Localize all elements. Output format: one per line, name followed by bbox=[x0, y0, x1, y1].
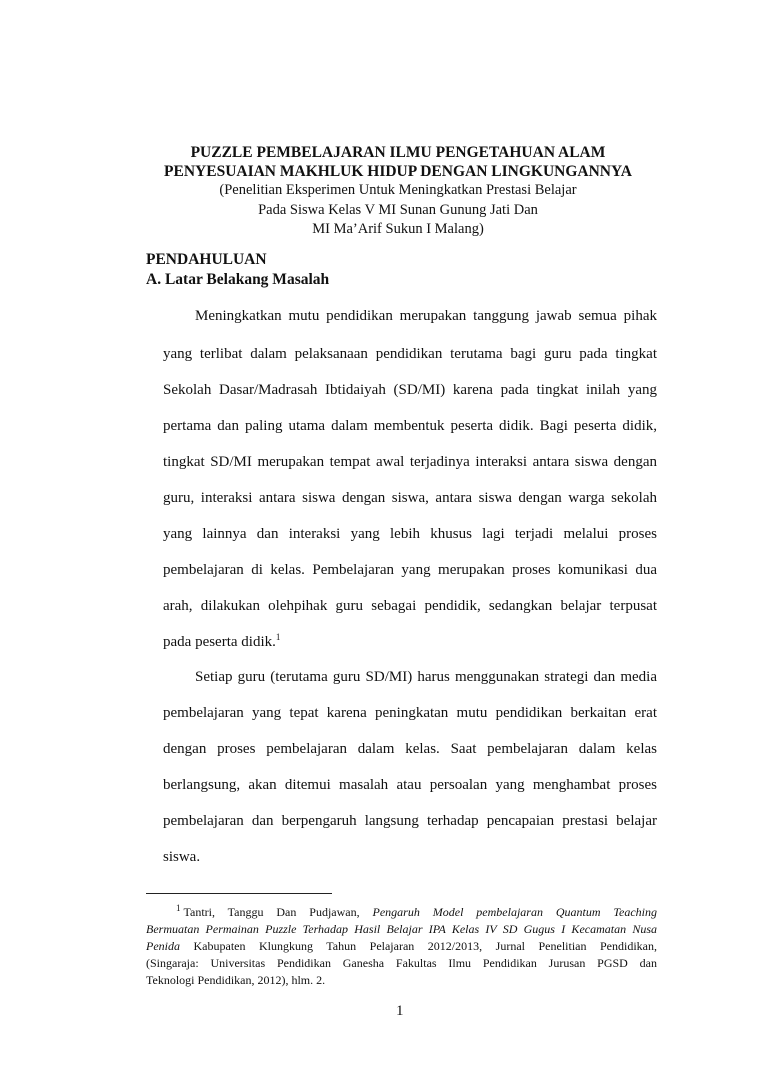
footnote-line bbox=[146, 922, 657, 937]
paragraph-2-line: berlangsung, akan ditemui masalah atau persoalan yang menghambat proses bbox=[163, 777, 657, 793]
paragraph-2-line: pembelajaran yang tepat karena peningkatan mutu pendidikan berkaitan erat bbox=[163, 705, 657, 721]
paragraph-1-last-text: pada peserta didik. bbox=[163, 634, 276, 650]
paragraph-1-line: guru, interaksi antara siswa dengan siswa, antara siswa dengan warga sekolah bbox=[163, 490, 657, 506]
title-line-2: PENYESUAIAN MAKHLUK HIDUP DENGAN LINGKUNGANNYA bbox=[164, 163, 632, 180]
subtitle-line-3: MI Ma’Arif Sukun I Malang) bbox=[312, 221, 484, 237]
footnote-line: Teknologi Pendidikan, 2012), hlm. 2. bbox=[146, 973, 326, 987]
footnote-title-text: Pengaruh Model pembelajaran Quantum Teaching bbox=[372, 905, 657, 919]
footnote-line bbox=[146, 939, 657, 954]
footnote-text: Tantri, Tanggu Dan Pudjawan, bbox=[183, 905, 373, 919]
footnote-text: Kabupaten Klungkung Tahun Pelajaran 2012/2013, Jurnal Penelitian Pendidikan, bbox=[180, 939, 657, 953]
footnote-line: (Singaraja: Universitas Pendidikan Ganesha Fakultas Ilmu Pendidikan Jurusan PGSD dan bbox=[146, 956, 657, 970]
paragraph-2-line: Setiap guru (terutama guru SD/MI) harus menggunakan strategi dan media bbox=[195, 669, 657, 685]
paragraph-1-line: pembelajaran di kelas. Pembelajaran yang merupakan proses komunikasi dua bbox=[163, 562, 657, 578]
paragraph-1-line: pertama dan paling utama dalam membentuk peserta didik. Bagi peserta didik, bbox=[163, 418, 657, 434]
paragraph-1-line: Sekolah Dasar/Madrasah Ibtidaiyah (SD/MI) karena pada tingkat inilah yang bbox=[163, 382, 657, 398]
paragraph-1-line: arah, dilakukan olehpihak guru sebagai pendidik, sedangkan belajar terpusat bbox=[163, 598, 657, 614]
footnote-title-text: Bermuatan Permainan Puzzle Terhadap Hasil Belajar IPA Kelas IV SD Gugus I Kecamatan Nusa bbox=[146, 922, 657, 936]
footnote-reference[interactable]: 1 bbox=[275, 632, 281, 642]
paragraph-2-line: pembelajaran dan berpengaruh langsung terhadap pencapaian prestasi belajar bbox=[163, 813, 657, 829]
paragraph-1-line: tingkat SD/MI merupakan tempat awal terjadinya interaksi antara siswa dengan bbox=[163, 454, 657, 470]
subtitle-line-2: Pada Siswa Kelas V MI Sunan Gunung Jati Dan bbox=[258, 201, 538, 218]
paragraph-1-line: yang terlibat dalam pelaksanaan pendidikan terutama bagi guru pada tingkat bbox=[163, 346, 657, 362]
title-block bbox=[0, 143, 768, 240]
paragraph-1-line: yang lainnya dan interaksi yang lebih khusus lagi terjadi melalui proses bbox=[163, 526, 657, 542]
paragraph-2-line: dengan proses pembelajaran dalam kelas. Saat pembelajaran dalam kelas bbox=[163, 741, 657, 757]
footnote-separator bbox=[146, 893, 332, 894]
page-number: 1 bbox=[396, 1003, 404, 1019]
subtitle-line-1: (Penelitian Eksperimen Untuk Meningkatkan Prestasi Belajar bbox=[219, 182, 577, 198]
paragraph-1-last-line bbox=[163, 632, 657, 652]
paragraph-1-line: Meningkatkan mutu pendidikan merupakan tanggung jawab semua pihak bbox=[195, 308, 657, 324]
section-subheading: A. Latar Belakang Masalah bbox=[146, 271, 330, 288]
footnote-number: 1 bbox=[176, 903, 181, 913]
title-line-1: PUZZLE PEMBELAJARAN ILMU PENGETAHUAN ALAM bbox=[190, 144, 606, 161]
footnote-line bbox=[176, 905, 657, 920]
paragraph-2-line: siswa. bbox=[163, 849, 201, 865]
footnote-title-text: Penida bbox=[146, 939, 180, 953]
section-heading: PENDAHULUAN bbox=[146, 251, 267, 268]
